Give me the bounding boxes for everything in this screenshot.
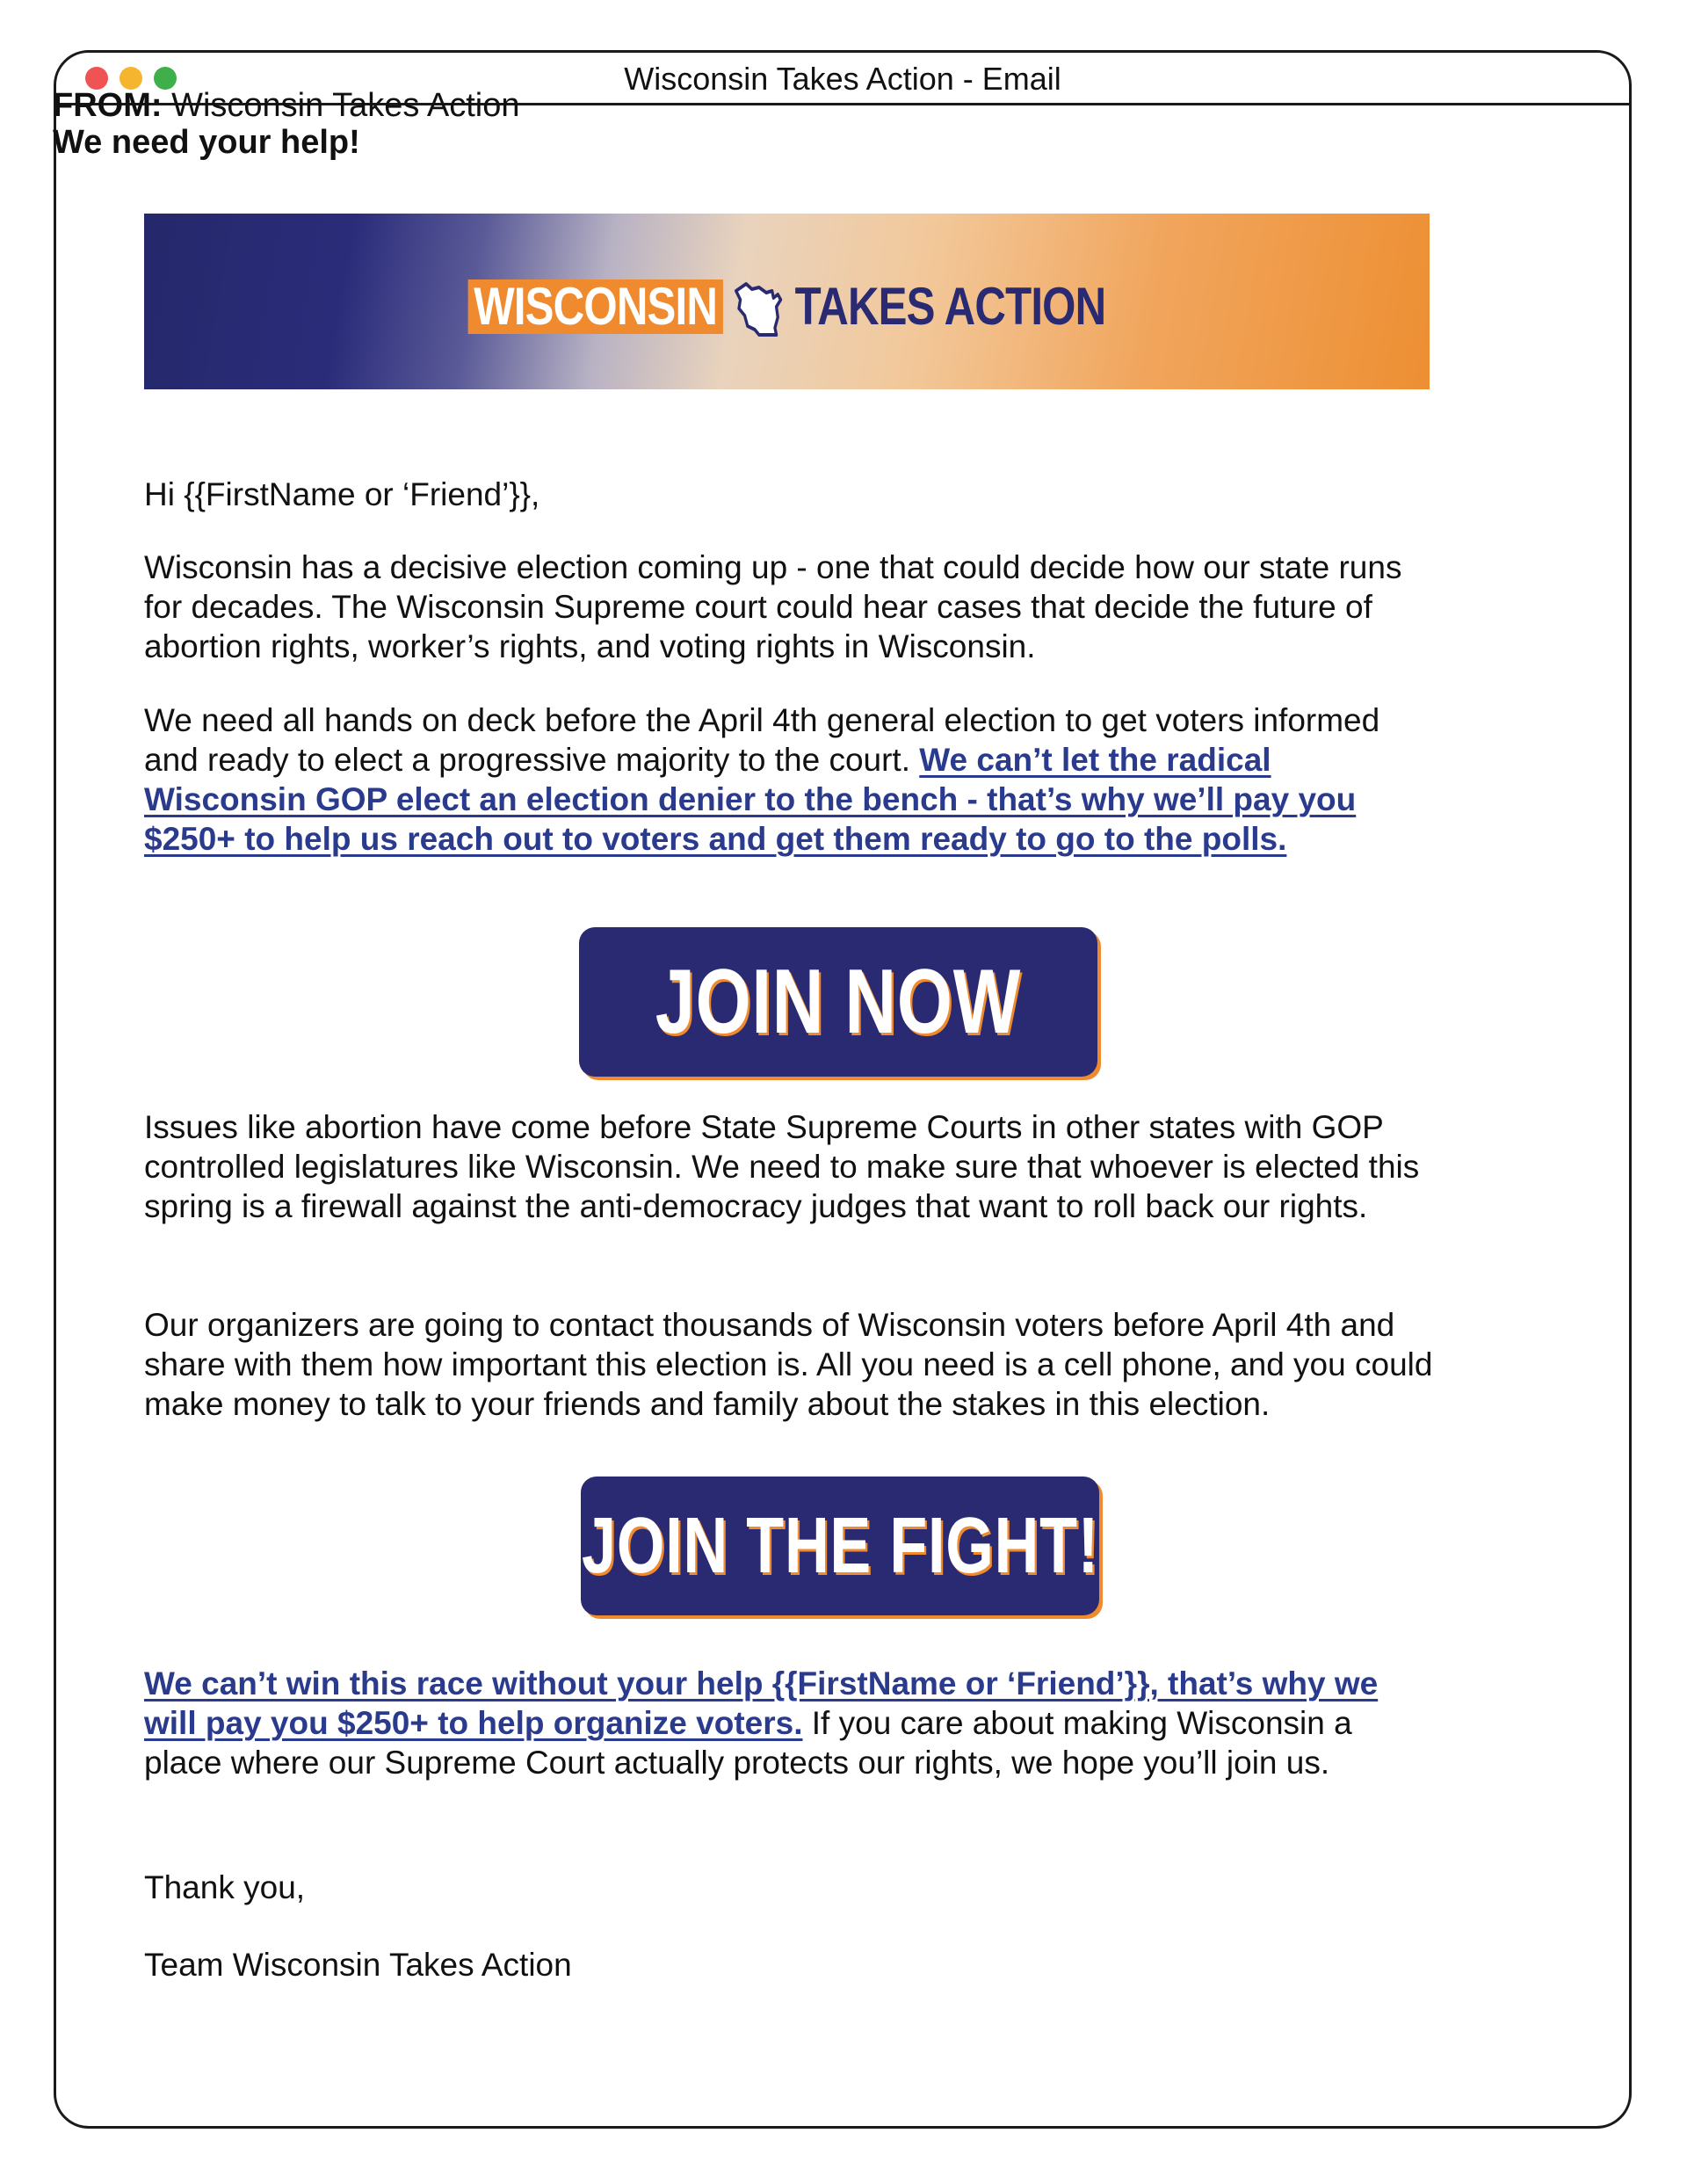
wisconsin-takes-action-logo — [260, 272, 1314, 342]
signature: Team Wisconsin Takes Action — [144, 1947, 572, 1983]
wisconsin-state-icon — [730, 272, 788, 342]
logo-takes-action-text: TAKES ACTION — [794, 277, 1106, 336]
from-line — [53, 86, 519, 125]
join-the-fight-button[interactable] — [581, 1477, 1099, 1615]
thank-you-text: Thank you, — [144, 1869, 306, 1905]
from-value: Wisconsin Takes Action — [171, 87, 520, 124]
greeting: Hi {{FirstName or ‘Friend’}}, — [144, 476, 540, 512]
paragraph-issues: Issues like abortion have come before State Supreme Courts in other states with GOP controlled legislatures like Wisconsin. We need to make sure that whoever is elected this spring is a firewall against the anti-democracy judges that want to roll back our rights. — [144, 1109, 1420, 1224]
email-subject: We need your help! — [53, 124, 360, 161]
join-now-button[interactable] — [579, 927, 1097, 1077]
from-label: FROM: — [53, 87, 163, 124]
paragraph-all-hands — [144, 700, 1436, 859]
join-now-label: JOIN NOW — [655, 950, 1022, 1053]
pay-250-link[interactable]: We can’t let the radical Wisconsin GOP elect an election denier to the bench - that’s why we’ll pay you $250+ to help us reach out to voters and get them ready to go to the polls. — [144, 742, 1357, 857]
organize-voters-link[interactable]: We can’t win this race without your help {{FirstName or ‘Friend’}}, that’s why we will pay you $250+ to help organize voters. — [144, 1665, 1379, 1741]
paragraph-organizers: Our organizers are going to contact thousands of Wisconsin voters before April 4th and share with them how important this election is. All you need is a cell phone, and you could make money to talk to your friends and family about the stakes in this election. — [144, 1307, 1433, 1422]
paragraph-election: Wisconsin has a decisive election coming up - one that could decide how our state runs for decades. The Wisconsin Supreme court could hear cases that decide the future of abortion rights, worker’s rights, and voting rights in Wisconsin. — [144, 549, 1402, 664]
paragraph-closing-text: If you care about making Wisconsin a place where our Supreme Court actually protects our rights, we hope you’ll join us. — [144, 1705, 1352, 1781]
logo-wisconsin-text: WISCONSIN — [468, 279, 723, 334]
paragraph-closing — [144, 1664, 1436, 1782]
paragraph-all-hands-text: We need all hands on deck before the April 4th general election to get voters informed and ready to elect a progressive majority to the court. — [144, 702, 1380, 778]
window-title: Wisconsin Takes Action - Email — [624, 61, 1061, 97]
join-the-fight-label: JOIN THE FIGHT! — [581, 1501, 1099, 1590]
header-banner — [144, 214, 1430, 389]
